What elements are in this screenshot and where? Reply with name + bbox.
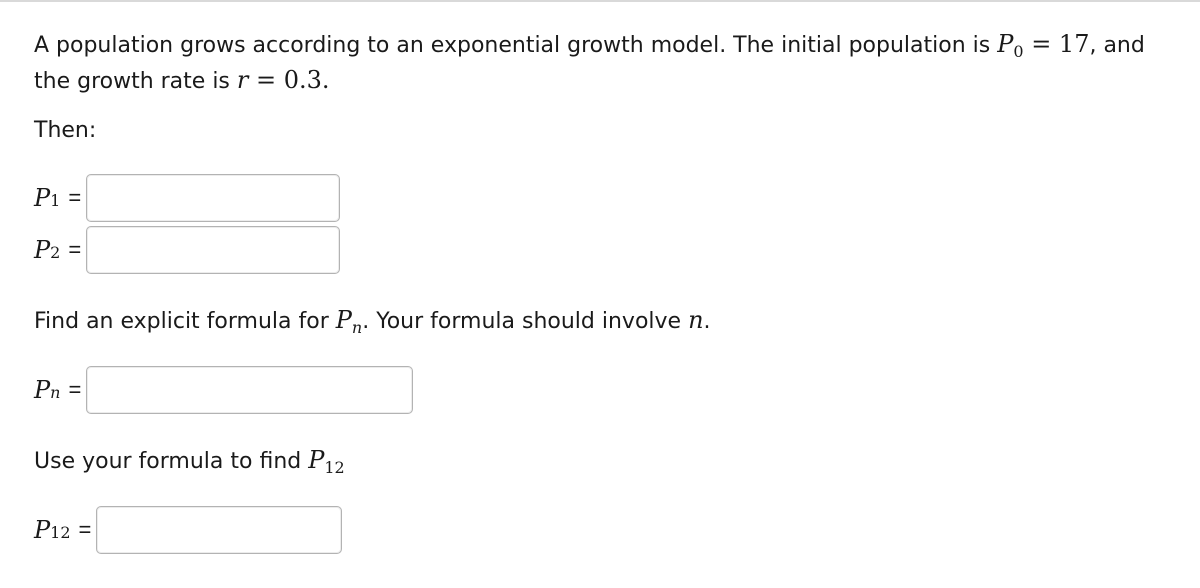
then-label: Then: [34, 118, 97, 143]
p1-label [34, 184, 60, 212]
r-symbol: r [236, 66, 249, 94]
p2-subscript: 2 [50, 243, 61, 262]
p12-answer-input[interactable] [96, 506, 342, 554]
find-formula-prompt [34, 306, 711, 342]
n-variable [688, 306, 703, 334]
find-p-symbol: P [335, 306, 352, 334]
top-divider [0, 0, 1200, 2]
pn-formula-input[interactable] [86, 366, 413, 414]
p2-equals-sign: = [68, 237, 82, 262]
use-text: Use your formula to find [34, 449, 309, 474]
problem-statement [34, 30, 1184, 96]
use-p-symbol: P [308, 446, 325, 474]
p2-answer-input[interactable] [86, 226, 340, 274]
p0-subscript: 0 [1013, 42, 1024, 61]
use-formula-prompt [34, 446, 345, 482]
p2-label [34, 236, 60, 264]
problem-text-middle: , and the growth rate is [34, 33, 1145, 94]
pn-expression [335, 306, 363, 337]
p1-equals-sign: = [68, 185, 82, 210]
growth-rate-expression [237, 66, 330, 94]
p1-answer-input[interactable] [86, 174, 340, 222]
find-n-subscript: n [351, 318, 363, 337]
p1-symbol: P [34, 184, 51, 212]
pn-subscript: n [50, 383, 61, 402]
find-text-end: . [703, 309, 711, 334]
p12-label [34, 516, 71, 544]
initial-population-expression [997, 30, 1090, 61]
p12-expression [308, 446, 345, 477]
p12-symbol: P [34, 516, 51, 544]
r-value: = 0.3 [248, 66, 322, 94]
pn-symbol: P [34, 376, 51, 404]
find-text-middle: . Your formula should involve [362, 309, 689, 334]
answer-row-p12 [34, 506, 342, 554]
find-text-intro: Find an explicit formula for [34, 309, 336, 334]
pn-equals-sign: = [68, 377, 82, 402]
answer-row-pn [34, 366, 413, 414]
p1-subscript: 1 [50, 191, 61, 210]
use-p12-subscript: 12 [324, 458, 345, 477]
p12-equals-sign: = [78, 517, 92, 542]
p0-symbol: P [997, 30, 1014, 58]
pn-label [34, 376, 60, 404]
answer-row-p2 [34, 226, 340, 274]
find-n-variable: n [688, 306, 704, 334]
p12-subscript: 12 [50, 523, 71, 542]
problem-end-period: . [321, 66, 330, 94]
problem-text-intro: A population grows according to an exponential growth model. The initial population is [34, 33, 998, 58]
answer-row-p1 [34, 174, 340, 222]
p2-symbol: P [34, 236, 51, 264]
p0-value: = 17 [1023, 30, 1090, 58]
